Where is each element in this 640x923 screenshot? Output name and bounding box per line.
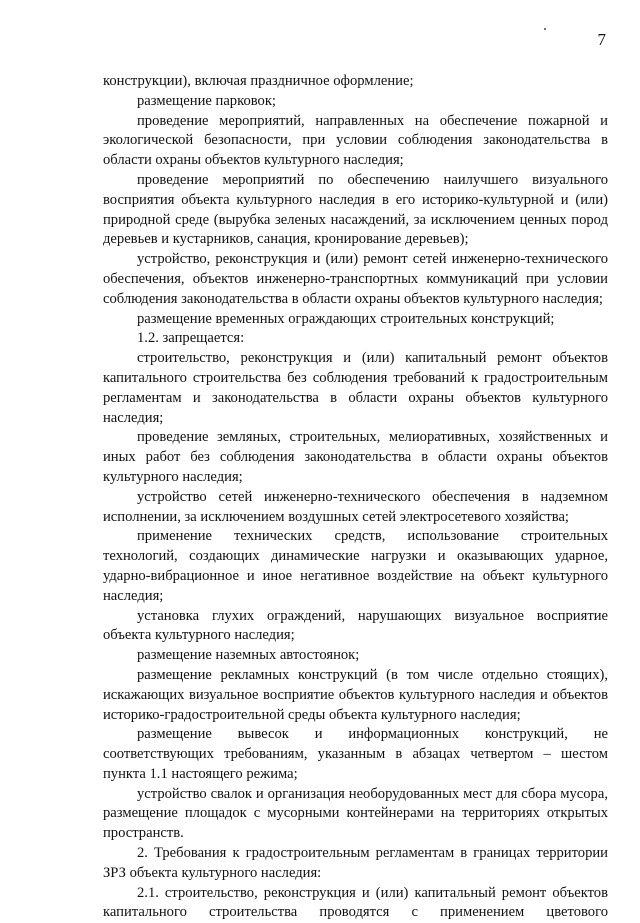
paragraph: размещение вывесок и информационных конструкций, не соответствующих требованиям, указанным в абзацах четвертом – шестом пункта 1.1 настоящего режима; [103, 726, 608, 782]
paragraph: проведение земляных, строительных, мелиоративных, хозяйственных и иных работ без соблюдения законодательства в области охраны объектов культурного наследия; [103, 429, 608, 485]
paragraph: устройство свалок и организация необорудованных мест для сбора мусора, размещение площадок с мусорными контейнерами на территориях открытых пространств. [103, 785, 608, 842]
paragraph-continuation: конструкции), включая праздничное оформление; [103, 73, 414, 89]
paragraph-2-1: 2.1. строительство, реконструкция и (или) капитальный ремонт объектов капитального строительства проводятся с применением цветового [103, 884, 608, 921]
page-number: 7 [597, 30, 606, 49]
paragraph: устройство, реконструкция и (или) ремонт сетей инженерно-технического обеспечения, объектов инженерно-транспортных коммуникаций при условии соблюдения законодательства в области охраны объектов культурного наследия; [103, 251, 608, 307]
paragraph: строительство, реконструкция и (или) капитальный ремонт объектов капитального строительства без соблюдения требований к градостроительным регламентам и законодательства в области охраны объектов культурного наследия; [103, 350, 608, 426]
section-heading-1-2: 1.2. запрещается: [137, 330, 245, 347]
paragraph: размещение временных ограждающих строительных конструкций; [137, 310, 555, 327]
paragraph: установка глухих ограждений, нарушающих визуальное восприятие объекта культурного наследия; [103, 607, 608, 644]
paragraph: размещение парковок; [137, 92, 276, 109]
paragraph: размещение наземных автостоянок; [137, 647, 360, 664]
paragraph: проведение мероприятий по обеспечению наилучшего визуального восприятия объекта культурного наследия в его историко-культурной и (или) природной среде (вырубка зеленых насаждений, за исключением ценных пород деревьев и кустарников, санация, кронирование деревьев); [103, 171, 608, 248]
scan-speck [544, 28, 546, 30]
paragraph: применение технических средств, использование строительных технологий, создающих динамические нагрузки и оказывающих ударное, ударно-вибрационное и иное негативное воздействие на объект культурного наследия; [103, 528, 608, 604]
paragraph: проведение мероприятий, направленных на обеспечение пожарной и экологической безопасности, при условии соблюдения законодательства в области охраны объектов культурного наследия; [103, 112, 608, 169]
document-body [103, 72, 608, 923]
section-heading-2: 2. Требования к градостроительным регламентам в границах территории ЗРЗ объекта культурного наследия: [103, 845, 608, 881]
paragraph: размещение рекламных конструкций (в том числе отдельно стоящих), искажающих визуальное восприятие объектов культурного наследия и объектов историко-градостроительной среды объекта культурного наследия; [103, 666, 608, 723]
paragraph: устройство сетей инженерно-технического обеспечения в надземном исполнении, за исключением воздушных сетей электросетевого хозяйства; [103, 488, 608, 525]
